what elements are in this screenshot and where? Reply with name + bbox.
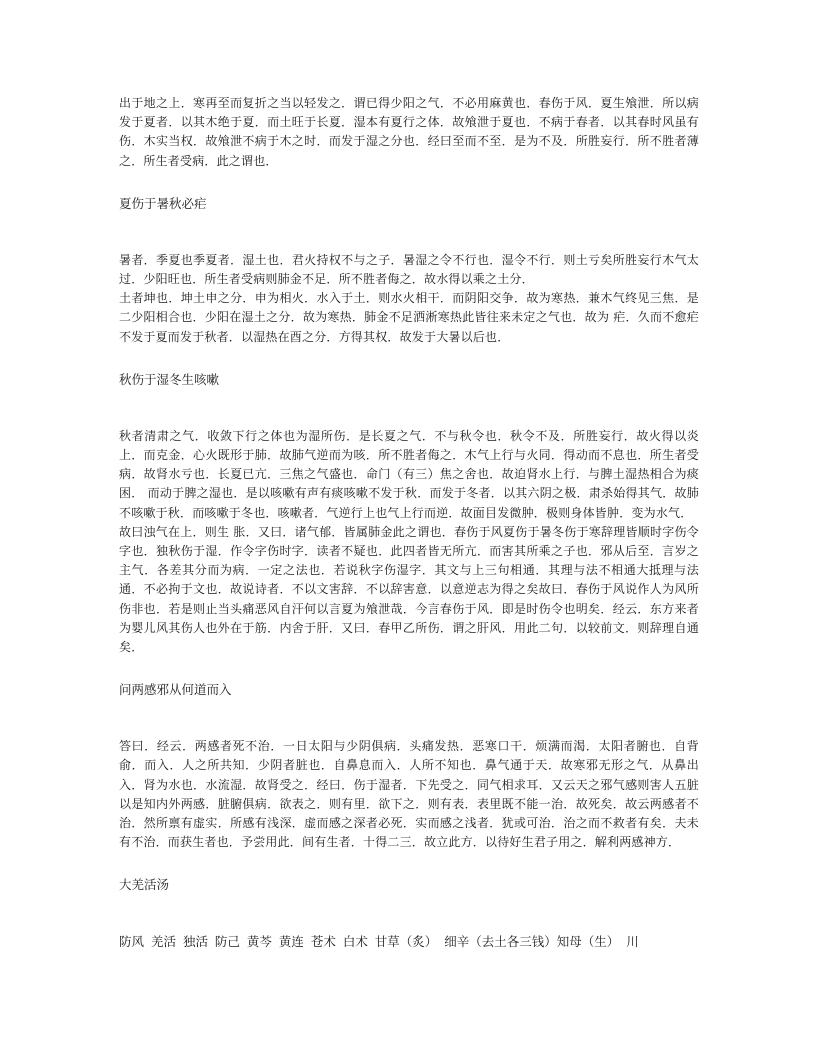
body-paragraph: 暑者．季夏也季夏者．湿土也．君火持权不与之子．暑湿之令不行也．湿令不行．则土亏矣所胜妄行木气太过．少阳旺也．所生者受病则肺金不足．所不胜者侮之．故水得以乘之土分． [119, 252, 699, 287]
spacer [119, 657, 699, 680]
body-paragraph: 故曰浊气在上．则生 胀．又曰．诸气郁．皆属肺金此之谓也．春伤于风夏伤于暑冬伤于寒辞理皆顺时字伤令字也．独秋伤于湿．作令字伤时字．读者不疑也．此四者皆无所亢．而害其所乘之子也．邪从后至．言岁之主气．各差其分而为病．一定之法也．若说秋字伤湿字．其文与上三句相通．其理与法不相通大抵理与法通．不必拘于文也．故说诗者．不以文害辞．不以辞害意．以意逆志为得之矣故曰．春伤于风说作人为风所伤非也．若是则止当头痛恶风自汗何以言夏为飧泄哉．今言春伤于风．即是时伤令也明矣．经云．东方来者为婴儿风其伤人也外在于筋．内舍于肝．又曰．春甲乙所伤．谓之肝风．用此二句．以较前文．则辞理自通矣． [119, 524, 699, 655]
spacer [119, 347, 699, 370]
section-heading: 夏伤于暑秋必疟 [119, 195, 207, 211]
spacer [119, 699, 699, 737]
section-heading: 秋伤于湿冬生咳嗽 [119, 371, 220, 387]
spacer [119, 171, 699, 194]
body-paragraph: 出于地之上．寒再至而复折之当以轻发之．谓已得少阳之气．不必用麻黄也．春伤于风．夏生飧泄．所以病发于夏者．以其木绝于夏．而土旺于长夏．湿本有夏行之体．故飧泄于夏也．不病于春者．以其春时风虽有伤．木实当权．故飧泄不病于木之时．而发于湿之分也．经曰至而不至．是为不及．所胜妄行．所不胜者薄之．所生者受病．此之谓也． [119, 96, 699, 168]
section-heading: 大羌活汤 [119, 877, 170, 893]
document-page [119, 94, 699, 951]
body-paragraph: 秋者清肃之气．收敛下行之体也为湿所伤．是长夏之气．不与秋令也．秋令不及．所胜妄行．故火得以炎上．而克金．心火既形于肺．故肺气逆而为咳．所不胜者侮之．木气上行与火同．得动而不息也．所生者受病．故肾水亏也．长夏已亢．三焦之气盛也．命门（有三）焦之舍也．故迫肾水上行．与脾土湿热相合为痰困． 而动于脾之湿也．是以咳嗽有声有痰咳嗽不发于秋．而发于冬者．以其六阴之极．肃杀始得其气．故肺不咳嗽于秋．而咳嗽于冬也．咳嗽者．气逆行上也气上行而逆．故面目发微肿．极则身体皆肿．变为水气． [119, 428, 699, 520]
section-heading: 问两感邪从何道而入 [119, 682, 232, 698]
spacer [119, 213, 699, 251]
body-paragraph: 土者坤也．坤土申之分．申为相火．水入于土．则水火相干．而阴阳交争．故为寒热．兼木气终见三焦．是二少阳相合也．少阳在湿土之分．故为寒热．肺金不足洒淅寒热此皆往来未定之气也．故为 疟．久而不愈疟不发于夏而发于秋者．以湿热在酉之分．方得其权．故发于大暑以后也． [119, 291, 699, 344]
herb-list: 防风 羌活 独活 防己 黄芩 黄连 苍术 白术 甘草（炙） 细辛（去土各三钱）知母（生） 川 [119, 934, 639, 950]
spacer [119, 389, 699, 427]
spacer [119, 894, 699, 932]
spacer [119, 852, 699, 875]
body-paragraph: 答曰．经云．两感者死不治．一日太阳与少阴俱病．头痛发热．恶寒口干．烦满而渴．太阳者腑也．自背俞．而入．人之所共知．少阴者脏也．自鼻息而入．人所不知也．鼻气通于天．故寒邪无形之气．从鼻出入．肾为水也．水流湿．故肾受之．经曰．伤于湿者．下先受之．同气相求耳．又云天之邪气感则害人五脏以是知内外两感．脏腑俱病．欲表之．则有里．欲下之．则有表．表里既不能一治．故死矣．故云两感者不治．然所禀有虚实．所感有浅深．虚而感之深者必死．实而感之浅者．犹或可治．治之而不救者有矣．夫未有不治．而获生者也．予尝用此．间有生者．十得二三．故立此方．以待好生君子用之．解利两感神方． [119, 739, 699, 850]
